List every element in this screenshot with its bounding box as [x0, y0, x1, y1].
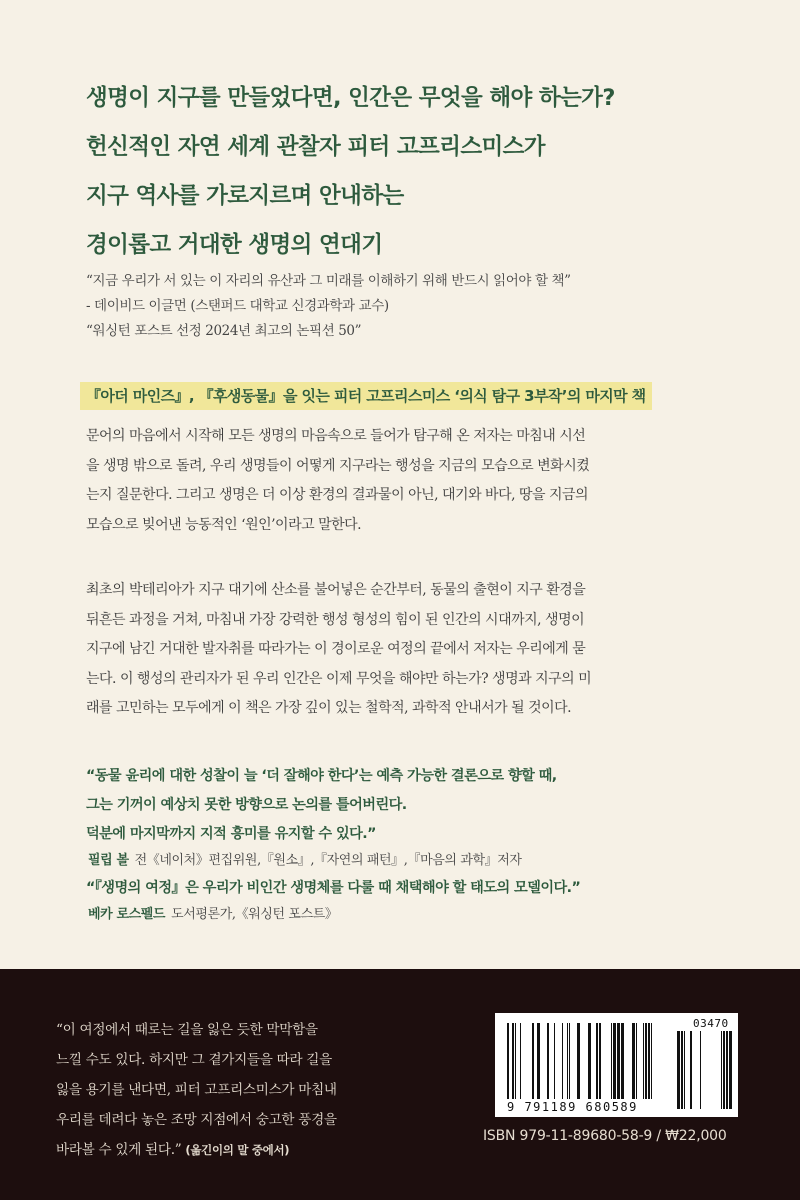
quote-line: “『생명의 여정』은 우리가 비인간 생명체를 다룰 때 채택해야 할 태도의 모델이다.” — [86, 880, 581, 896]
headline-line: 경이롭고 거대한 생명의 연대기 — [86, 232, 383, 258]
paragraph-line: 는다. 이 행성의 관리자가 된 우리 인간은 이제 무엇을 해야만 하는가? 생명과 지구의 미 — [86, 670, 592, 687]
translator-quote — [56, 1015, 456, 1165]
series-highlight: 『아더 마인즈』, 『후생동물』을 잇는 피터 고프리스미스 ‘의식 탐구 3부작’의 마지막 책 — [80, 382, 652, 410]
barcode-bar — [632, 1023, 635, 1099]
barcode-bar — [588, 1023, 591, 1099]
barcode-bar — [507, 1023, 509, 1099]
translator-quote-line: 잃을 용기를 낸다면, 피터 고프리스미스가 마침내 — [56, 1082, 337, 1098]
barcode-addon-digits: 03470 — [693, 1017, 729, 1030]
reviewer-title: 전《네이처》편집위원,『원소』,『자연의 패턴』,『마음의 과학』저자 — [134, 853, 522, 868]
barcode-bar — [512, 1023, 514, 1099]
translator-quote-line: “이 여정에서 때로는 길을 잃은 듯한 막막함을 — [56, 1022, 318, 1038]
headline — [86, 74, 726, 270]
headline-line: 지구 역사를 가로지르며 안내하는 — [86, 183, 404, 209]
isbn-barcode — [495, 1013, 738, 1117]
paragraph-line: 는지 질문한다. 그리고 생명은 더 이상 환경의 결과물이 아닌, 대기와 바다, 땅을 지금의 — [86, 487, 589, 503]
barcode-bar — [721, 1031, 722, 1109]
barcode-bar — [562, 1023, 563, 1099]
barcode-bar — [537, 1023, 540, 1099]
paragraph-line: 을 생명 밖으로 돌려, 우리 생명들이 어떻게 지구라는 행성을 지금의 모습으로 변화시켰 — [86, 457, 590, 474]
headline-line: 생명이 지구를 만들었다면, 인간은 무엇을 해야 하는가? — [86, 85, 615, 111]
barcode-bar — [613, 1023, 616, 1099]
endorsement-quote: “지금 우리가 서 있는 이 자리의 유산과 그 미래를 이해하기 위해 반드시 읽어야 할 책” — [86, 273, 571, 289]
barcode-bar — [677, 1031, 680, 1109]
barcode-main-digits: 9 791189 680589 — [507, 1100, 638, 1114]
paragraph-line: 지구에 남긴 거대한 발자취를 따라가는 이 경이로운 여정의 끝에서 저자는 우리에게 묻 — [86, 641, 586, 657]
barcode-bar — [636, 1023, 637, 1099]
barcode-bar — [567, 1023, 568, 1099]
barcode-graphic — [495, 1013, 738, 1117]
review-quote-2 — [86, 874, 746, 927]
barcode-bar — [726, 1031, 728, 1109]
quote-source — [86, 903, 746, 927]
translator-quote-line — [56, 1135, 456, 1165]
paragraph-line: 모습으로 빚어낸 능동적인 ‘원인’이라고 말한다. — [86, 516, 362, 533]
paragraph-line: 최초의 박테리아가 지구 대기에 산소를 불어넣은 순간부터, 동물의 출현이 지구 환경을 — [86, 582, 586, 598]
paragraph-line: 문어의 마음에서 시작해 모든 생명의 마음속으로 들어가 탐구해 온 저자는 마침내 시선 — [86, 428, 586, 444]
translator-quote-last-line: 바라볼 수 있게 된다.” — [56, 1142, 182, 1158]
barcode-bar — [520, 1023, 521, 1099]
barcode-bar — [532, 1023, 534, 1099]
barcode-bar — [621, 1023, 624, 1099]
barcode-bar — [723, 1031, 725, 1109]
barcode-bar — [554, 1023, 555, 1099]
barcode-bar — [596, 1023, 598, 1099]
quote-source — [86, 849, 746, 873]
translator-quote-line: 우리를 데려다 놓은 조망 지점에서 숭고한 풍경을 — [56, 1112, 337, 1128]
barcode-bar — [515, 1023, 516, 1099]
isbn-price: ISBN 979-11-89680-58-9 / ₩22,000 — [483, 1128, 727, 1144]
quote-line: “동물 윤리에 대한 성찰이 늘 ‘더 잘해야 한다’는 예측 가능한 결론으로 향할 때, — [86, 768, 557, 784]
quote-line: 덕분에 마지막까지 지적 흥미를 유지할 수 있다.” — [86, 826, 376, 842]
reviewer-name: 필립 볼 — [88, 853, 129, 868]
endorsement-block — [86, 269, 766, 344]
reviewer-name: 베카 로스펠드 — [88, 907, 166, 922]
barcode-bar — [651, 1023, 652, 1099]
barcode-bar — [599, 1023, 601, 1099]
barcode-bar — [547, 1023, 549, 1099]
endorsement-source: - 데이비드 이글먼 (스탠퍼드 대학교 신경과학과 교수) — [86, 298, 389, 314]
paragraph-line: 래를 고민하는 모두에게 이 책은 가장 깊이 있는 철학적, 과학적 안내서가 될 것이다. — [86, 700, 572, 716]
endorsement-award: “워싱턴 포스트 선정 2024년 최고의 논픽션 50” — [86, 323, 362, 339]
body-paragraph-1 — [86, 422, 726, 540]
barcode-bar — [648, 1023, 650, 1099]
barcode-bar — [643, 1023, 644, 1099]
barcode-bar — [645, 1023, 647, 1099]
quote-line: 그는 기꺼이 예상치 못한 방향으로 논의를 틀어버린다. — [86, 797, 407, 813]
barcode-bar — [681, 1031, 683, 1109]
review-quote-1 — [86, 762, 746, 873]
barcode-bar — [729, 1031, 732, 1109]
barcode-bar — [611, 1023, 612, 1099]
translator-quote-line: 느낄 수도 있다. 하지만 그 곁가지들을 따라 길을 — [56, 1052, 332, 1068]
translator-attribution: (옮긴이의 말 중에서) — [185, 1143, 290, 1157]
barcode-bar — [569, 1023, 570, 1099]
reviewer-title: 도서평론가,《워싱턴 포스트》 — [171, 907, 338, 922]
barcode-bar — [700, 1031, 701, 1109]
barcode-bar — [690, 1031, 692, 1109]
barcode-bar — [684, 1031, 685, 1109]
headline-line: 헌신적인 자연 세계 관찰자 피터 고프리스미스가 — [86, 134, 545, 160]
barcode-bar — [577, 1023, 580, 1099]
body-paragraph-2 — [86, 576, 726, 724]
barcode-bar — [617, 1023, 620, 1099]
paragraph-line: 뒤흔든 과정을 거쳐, 마침내 가장 강력한 행성 형성의 힘이 된 인간의 시대까지, 생명이 — [86, 611, 585, 628]
